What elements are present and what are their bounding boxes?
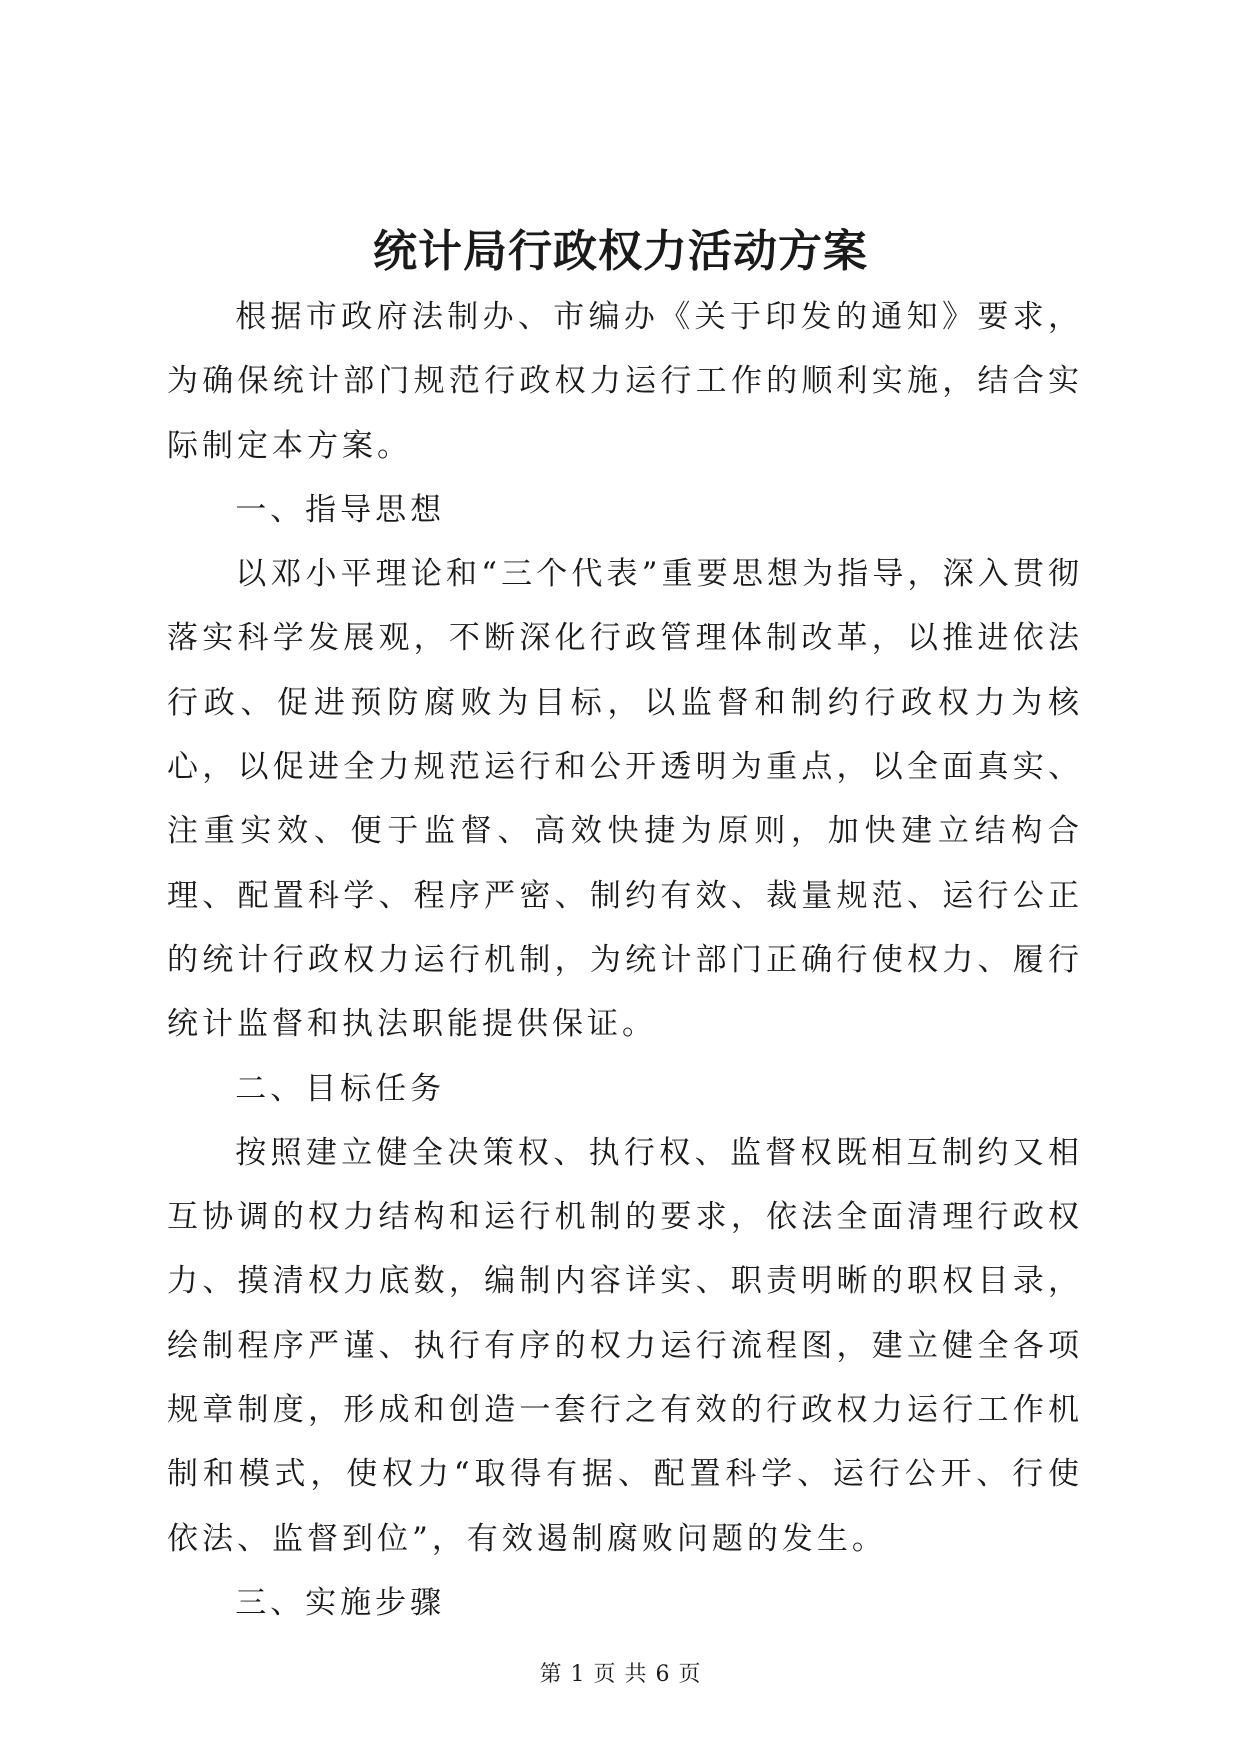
section-heading-objectives: 二、目标任务 — [235, 1070, 446, 1107]
document-body — [167, 285, 1083, 1635]
intro-paragraph: 根据市政府法制办、市编办《关于印发的通知》要求，为确保统计部门规范行政权力运行工作的顺利实施，结合实际制定本方案。 — [167, 299, 1083, 464]
objectives-paragraph: 按照建立健全决策权、执行权、监督权既相互制约又相互协调的权力结构和运行机制的要求，依法全面清理行政权力、摸清权力底数，编制内容详实、职责明晰的职权目录，绘制程序严谨、执行有序的权力运行流程图，建立健全各项规章制度，形成和创造一套行之有效的行政权力运行工作机制和模式，使权力“取得有据、配置科学、运行公开、行使依法、监督到位”，有效遏制腐败问题的发生。 — [167, 1134, 1083, 1557]
document-title: 统计局行政权力活动方案 — [373, 226, 868, 277]
section-heading-guiding-ideology: 一、指导思想 — [235, 491, 446, 528]
guiding-ideology-paragraph: 以邓小平理论和“三个代表”重要思想为指导，深入贯彻落实科学发展观，不断深化行政管理体制改革，以推进依法行政、促进预防腐败为目标，以监督和制约行政权力为核心，以促进全力规范运行和公开透明为重点，以全面真实、注重实效、便于监督、高效快捷为原则，加快建立结构合理、配置科学、程序严密、制约有效、裁量规范、运行公正的统计行政权力运行机制，为统计部门正确行使权力、履行统计监督和执法职能提供保证。 — [167, 556, 1083, 1043]
section-heading-implementation-steps: 三、实施步骤 — [235, 1584, 446, 1621]
page-footer: 第 1 页 共 6 页 — [539, 1662, 702, 1687]
